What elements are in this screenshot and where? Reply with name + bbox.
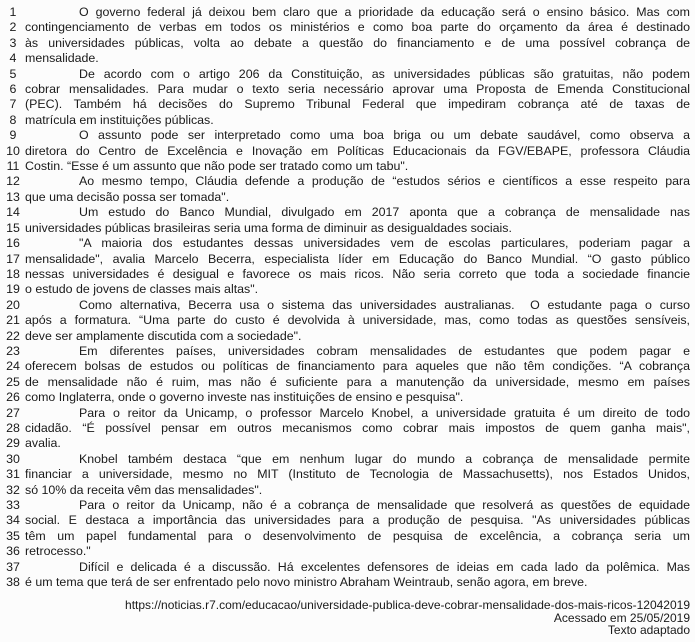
text-line xyxy=(1,575,690,590)
text-line xyxy=(1,560,690,575)
line-number: 35 xyxy=(6,528,20,543)
line-number: 28 xyxy=(6,420,20,435)
text-line xyxy=(1,483,690,498)
text-body xyxy=(1,5,690,590)
line-text: financiar a universidade, mesmo no MIT (Instituto de Tecnologia de Massachusetts), nos Estados Unidos, xyxy=(25,467,690,482)
text-line xyxy=(1,498,690,513)
text-line xyxy=(1,267,690,282)
line-number: 26 xyxy=(6,390,20,405)
text-line xyxy=(1,236,690,251)
line-text: Costin. “Esse é um assunto que não pode ser tratado como um tabu". xyxy=(25,159,409,174)
text-line xyxy=(1,190,690,205)
line-text: (PEC). Também há decisões do Supremo Tribunal Federal que impediram cobrança até de taxas de xyxy=(25,97,690,112)
line-text: Ao mesmo tempo, Cláudia defende a produção de “estudos sérios e científicos a esse respeito para xyxy=(79,174,690,189)
line-text: cobrar mensalidades. Para mudar o texto seria necessário aprovar uma Proposta de Emenda Constitucional xyxy=(25,82,690,97)
line-text: Como alternativa, Becerra usa o sistema das universidades australianas. O estudante paga o curso xyxy=(79,297,690,312)
source-url: https://noticias.r7.com/educacao/universidade-publica-deve-cobrar-mensalidade-dos-mais-ricos-12042019 xyxy=(125,598,690,613)
line-number: 34 xyxy=(6,513,20,528)
line-text: é um tema que terá de ser enfrentado pelo novo ministro Abraham Weintraub, senão agora, em breve. xyxy=(25,575,588,590)
line-number: 23 xyxy=(6,343,20,358)
line-text: de mensalidade não é ruim, mas não é suficiente para a manutenção da universidade, mesmo em países xyxy=(25,374,690,389)
line-text: "A maioria dos estudantes dessas universidades vem de escolas particulares, poderiam pagar a xyxy=(79,236,690,251)
line-number: 9 xyxy=(9,128,17,143)
line-text: após a formatura. “Uma parte do custo é devolvida à universidade, mas, como todas as questões sensíveis, xyxy=(25,313,690,328)
line-text: Em diferentes países, universidades cobram mensalidades de estudantes que podem pagar e xyxy=(79,343,690,358)
line-text: social. E destaca a importância das universidades para a produção de pesquisa. "As universidades públicas xyxy=(25,513,690,528)
text-line xyxy=(1,436,690,451)
line-text: universidades públicas brasileiras seria uma forma de diminuir as desigualdades sociais. xyxy=(25,220,512,235)
line-text: Para o reitor da Unicamp, o professor Marcelo Knobel, a universidade gratuita é um direito de todo xyxy=(79,405,690,420)
text-line xyxy=(1,113,690,128)
line-number: 10 xyxy=(6,143,20,158)
line-text: têm um papel fundamental para o desenvolvimento de pesquisa de excelência, a cobrança seria um xyxy=(25,528,690,543)
line-number: 13 xyxy=(6,189,20,204)
text-line xyxy=(1,513,690,528)
accessed-date: Acessado em 25/05/2019 xyxy=(553,610,690,625)
line-number: 3 xyxy=(9,35,17,50)
line-text: diretora do Centro de Excelência e Inovação em Políticas Educacionais da FGV/EBAPE, professora Cláudia xyxy=(25,143,690,158)
text-line xyxy=(1,159,690,174)
line-number: 30 xyxy=(6,451,20,466)
text-line xyxy=(1,452,690,467)
line-number: 38 xyxy=(6,575,20,590)
text-line xyxy=(1,406,690,421)
line-number: 2 xyxy=(9,20,17,35)
adapted-note: Texto adaptado xyxy=(607,623,690,638)
line-text: às universidades públicas, volta ao debate a questão do financiamento e de uma possível cobrança de xyxy=(25,35,690,50)
line-text: Difícil e delicada é a discussão. Há excelentes defensores de ideias em cada lado da polêmica. Mas xyxy=(79,559,690,574)
line-number: 14 xyxy=(6,205,20,220)
line-number: 7 xyxy=(9,97,17,112)
text-line xyxy=(1,174,690,189)
text-line xyxy=(1,97,690,112)
text-line xyxy=(1,5,690,20)
line-text: deve ser amplamente discutida com a sociedade". xyxy=(25,328,302,343)
text-line xyxy=(1,375,690,390)
text-line xyxy=(1,36,690,51)
text-line xyxy=(1,252,690,267)
line-text: oferecem bolsas de estudos ou políticas de financiamento para aqueles que não têm condições. “A cobrança xyxy=(25,359,690,374)
line-number: 19 xyxy=(6,282,20,297)
text-line xyxy=(1,344,690,359)
text-line xyxy=(1,51,690,66)
line-number: 11 xyxy=(6,159,20,174)
source-footer xyxy=(1,599,690,636)
line-text: avalia. xyxy=(25,436,61,451)
line-number: 4 xyxy=(9,51,17,66)
text-line xyxy=(1,313,690,328)
line-text: o estudo de jovens de classes mais altas". xyxy=(25,282,259,297)
line-number: 16 xyxy=(6,236,20,251)
text-line xyxy=(1,128,690,143)
line-number: 18 xyxy=(6,266,20,281)
line-number: 25 xyxy=(6,374,20,389)
line-number: 29 xyxy=(6,436,20,451)
line-text: nessas universidades é desigual e favorece os mais ricos. Não seria correto que toda a sociedade financie xyxy=(25,266,690,281)
line-number: 32 xyxy=(6,482,20,497)
line-text: O assunto pode ser interpretado como uma boa briga ou um debate saudável, como observa a xyxy=(79,128,690,143)
line-text: Para o reitor da Unicamp, não é a cobrança de mensalidade que resolverá as questões de equidade xyxy=(79,498,690,512)
line-number: 22 xyxy=(6,328,20,343)
text-line xyxy=(1,390,690,405)
line-text: mensalidade. xyxy=(25,51,99,66)
text-line xyxy=(1,221,690,236)
text-line xyxy=(1,544,690,559)
line-number: 15 xyxy=(6,220,20,235)
line-number: 20 xyxy=(6,297,20,312)
line-number: 24 xyxy=(6,359,20,374)
line-number: 33 xyxy=(6,498,20,512)
line-number: 27 xyxy=(6,405,20,420)
line-number: 12 xyxy=(6,174,20,189)
line-text: só 10% da receita vêm das mensalidades". xyxy=(25,482,263,497)
text-line xyxy=(1,421,690,436)
line-number: 21 xyxy=(6,313,20,328)
line-number: 1 xyxy=(9,5,17,19)
line-text: Um estudo do Banco Mundial, divulgado em 2017 aponta que a cobrança de mensalidade nas xyxy=(79,205,690,220)
line-number: 31 xyxy=(6,467,20,482)
line-number: 36 xyxy=(6,544,20,559)
line-text: retrocesso." xyxy=(25,544,91,559)
line-number: 5 xyxy=(9,66,17,81)
line-text: O governo federal já deixou bem claro que a prioridade da educação será o ensino básico. Mas com xyxy=(79,5,690,19)
text-line xyxy=(1,329,690,344)
line-number: 8 xyxy=(9,112,17,127)
text-line xyxy=(1,282,690,297)
line-text: cidadão. “É possível pensar em outros mecanismos como cobrar mais impostos de quem ganha mais", xyxy=(25,420,690,435)
line-text: que uma decisão possa ser tomada". xyxy=(25,189,230,204)
text-line xyxy=(1,298,690,313)
line-text: contingenciamento de verbas em todos os ministérios e como boa parte do orçamento da área é destinado xyxy=(25,20,690,35)
line-text: Knobel também destaca “que em nenhum lugar do mundo a cobrança de mensalidade permite xyxy=(79,451,690,466)
text-line xyxy=(1,82,690,97)
line-number: 17 xyxy=(6,251,20,266)
text-line xyxy=(1,144,690,159)
line-text: como Inglaterra, onde o governo investe nas instituições de ensino e pesquisa". xyxy=(25,390,464,405)
text-line xyxy=(1,20,690,35)
text-line xyxy=(1,359,690,374)
line-text: mensalidade", avalia Marcelo Becerra, especialista líder em Educação do Banco Mundial. “O gasto público xyxy=(25,251,690,266)
line-text: matrícula em instituições públicas. xyxy=(25,112,214,127)
line-number: 37 xyxy=(6,559,20,574)
text-line xyxy=(1,529,690,544)
line-number: 6 xyxy=(9,82,17,97)
line-text: De acordo com o artigo 206 da Constituição, as universidades públicas são gratuitas, não podem xyxy=(79,66,690,81)
text-line xyxy=(1,205,690,220)
text-line xyxy=(1,67,690,82)
text-line xyxy=(1,467,690,482)
